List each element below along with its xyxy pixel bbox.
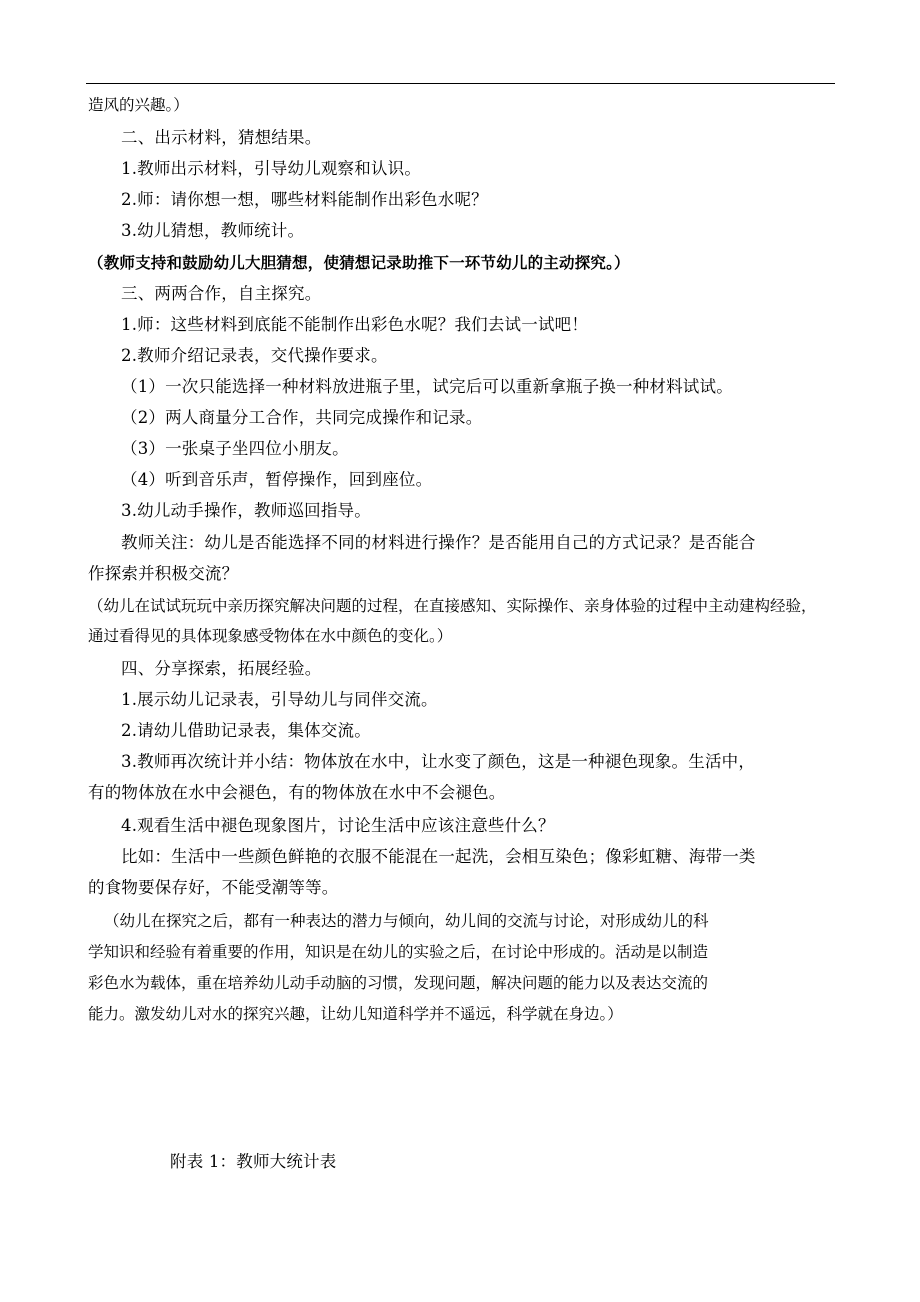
text-line: 比如：生活中一些颜色鲜艳的衣服不能混在一起洗，会相互染色；像彩虹糖、海带一类 [121,847,756,866]
note-line: 能力。激发幼儿对水的探究兴趣，让幼儿知道科学并不遥远，科学就在身边。） [88,1005,623,1023]
text-line: （4）听到音乐声，暂停操作，回到座位。 [121,470,433,489]
note-line: 彩色水为载体，重在培养幼儿动手动脑的习惯，发现问题，解决问题的能力以及表达交流的 [88,974,709,992]
text-line: 造风的兴趣。） [88,96,189,114]
section-heading: 四、分享探索，拓展经验。 [121,659,322,678]
header-rule [86,83,835,84]
note-line: 学知识和经验有着重要的作用，知识是在幼儿的实验之后，在讨论中形成的。活动是以制造 [88,943,709,961]
text-line: 的食物要保存好，不能受潮等等。 [88,878,339,897]
section-heading: 二、出示材料，猜想结果。 [121,128,322,147]
section-heading: 三、两两合作，自主探究。 [121,284,322,303]
text-line: 3.教师再次统计并小结：物体放在水中，让水变了颜色，这是一种褪色现象。生活中， [121,752,756,771]
note-line: （幼儿在试试玩玩中亲历探究解决问题的过程，在直接感知、实际操作、亲身体验的过程中主动建构经验， [88,597,817,615]
text-line: 2.教师介绍记录表，交代操作要求。 [121,346,388,365]
appendix-caption: 附表 1：教师大统计表 [170,1152,337,1171]
note-line: （教师支持和鼓励幼儿大胆猜想，使猜想记录助推下一环节幼儿的主动探究。） [88,253,630,272]
text-line: 3.幼儿动手操作，教师巡回指导。 [121,501,371,520]
text-line: 1.教师出示材料，引导幼儿观察和认识。 [121,159,422,178]
text-line: 1.展示幼儿记录表，引导幼儿与同伴交流。 [121,690,438,709]
text-line: 2.请幼儿借助记录表，集体交流。 [121,721,371,740]
note-line: （幼儿在探究之后，都有一种表达的潜力与倾向，幼儿间的交流与讨论，对形成幼儿的科 [104,912,709,930]
note-line: 通过看得见的具体现象感受物体在水中颜色的变化。） [88,627,453,645]
text-line: （1）一次只能选择一种材料放进瓶子里，试完后可以重新拿瓶子换一种材料试试。 [121,377,733,396]
text-line: 4.观看生活中褪色现象图片，讨论生活中应该注意些什么？ [121,816,555,835]
text-line: 作探索并积极交流？ [88,564,239,583]
text-line: （2）两人商量分工合作，共同完成操作和记录。 [121,408,483,427]
text-line: （3）一张桌子坐四位小朋友。 [121,439,349,458]
text-line: 3.幼儿猜想，教师统计。 [121,221,305,240]
text-line: 1.师：这些材料到底能不能制作出彩色水呢？我们去试一试吧！ [121,315,589,334]
text-line: 教师关注：幼儿是否能选择不同的材料进行操作？是否能用自己的方式记录？是否能合 [121,533,756,552]
text-line: 有的物体放在水中会褪色，有的物体放在水中不会褪色。 [88,783,506,802]
text-line: 2.师：请你想一想，哪些材料能制作出彩色水呢？ [121,190,488,209]
